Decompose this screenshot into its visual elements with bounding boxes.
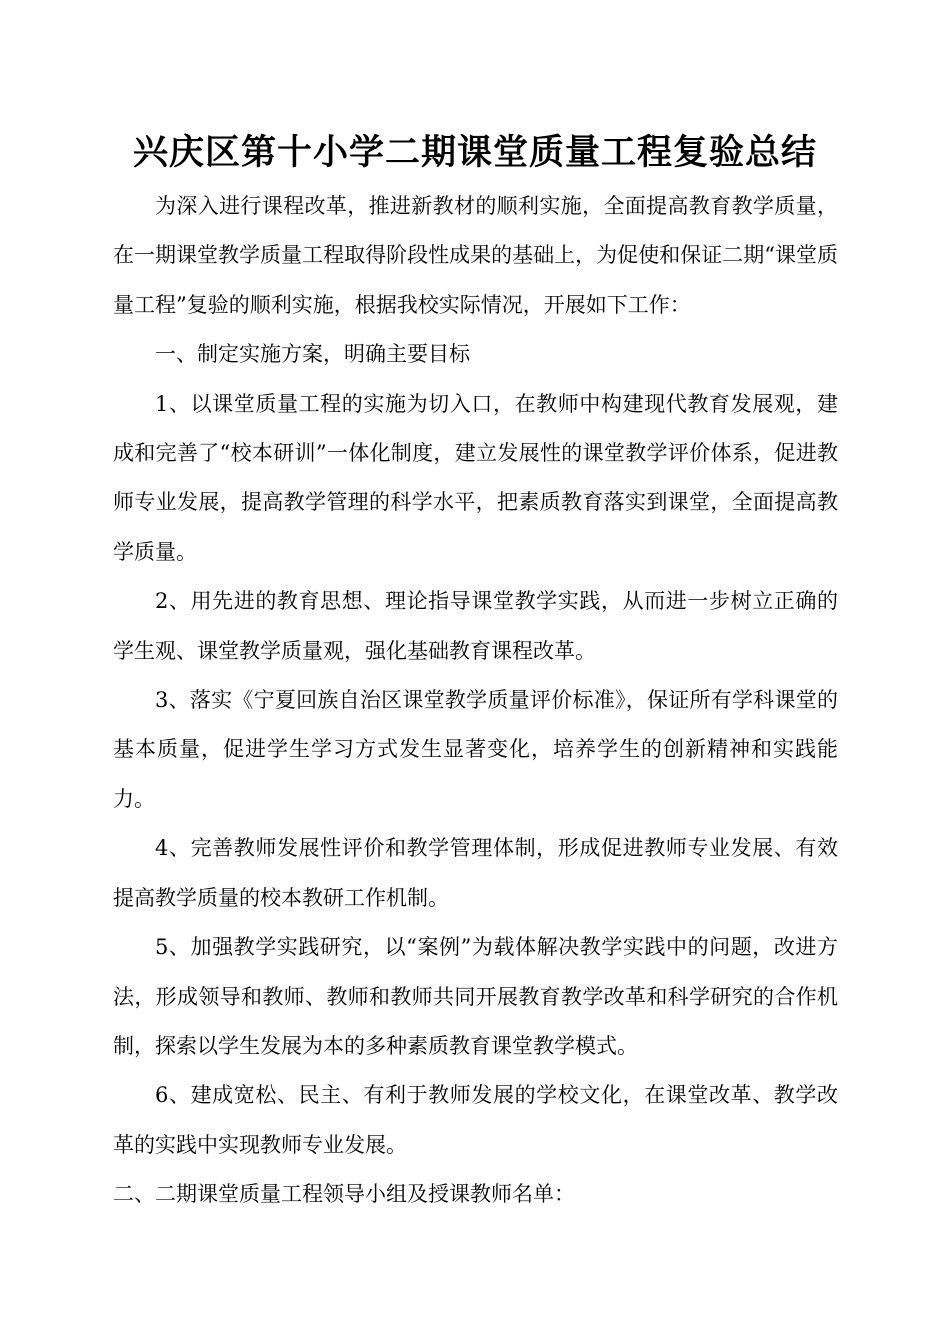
goal-item-4: 4、完善教师发展性评价和教学管理体制，形成促进教师专业发展、有效提高教学质量的校本教研工作机制。 [113,836,838,910]
section-heading-2: 二、二期课堂质量工程领导小组及授课教师名单： [113,1182,575,1207]
document-body [113,182,838,1220]
goal-item-3: 3、落实《宁夏回族自治区课堂教学质量评价标准》，保证所有学科课堂的基本质量，促进学生学习方式发生显著变化，培养学生的创新精神和实践能力。 [113,688,838,811]
goal-item-2: 2、用先进的教育思想、理论指导课堂教学实践，从而进一步树立正确的学生观、课堂教学质量观，强化基础教育课程改革。 [113,589,838,663]
goal-item-1: 1、以课堂质量工程的实施为切入口，在教师中构建现代教育发展观，建成和完善了“校本研训”一体化制度，建立发展性的课堂教学评价体系，促进教师专业发展，提高教学管理的科学水平，把素质教育落实到课堂，全面提高教学质量。 [113,391,838,564]
goal-item-6: 6、建成宽松、民主、有利于教师发展的学校文化，在课堂改革、教学改革的实践中实现教师专业发展。 [113,1083,838,1157]
intro-paragraph: 为深入进行课程改革，推进新教材的顺利实施，全面提高教育教学质量，在一期课堂教学质量工程取得阶段性成果的基础上，为促使和保证二期“课堂质量工程”复验的顺利实施，根据我校实际情况，开展如下工作： [113,194,838,317]
goal-item-5: 5、加强教学实践研究，以“案例”为载体解决教学实践中的问题，改进方法，形成领导和教师、教师和教师共同开展教育教学改革和科学研究的合作机制，探索以学生发展为本的多种素质教育课堂教学模式。 [113,935,838,1058]
section-heading-1: 一、制定实施方案，明确主要目标 [155,342,470,367]
document-title: 兴庆区第十小学二期课堂质量工程复验总结 [132,132,817,173]
